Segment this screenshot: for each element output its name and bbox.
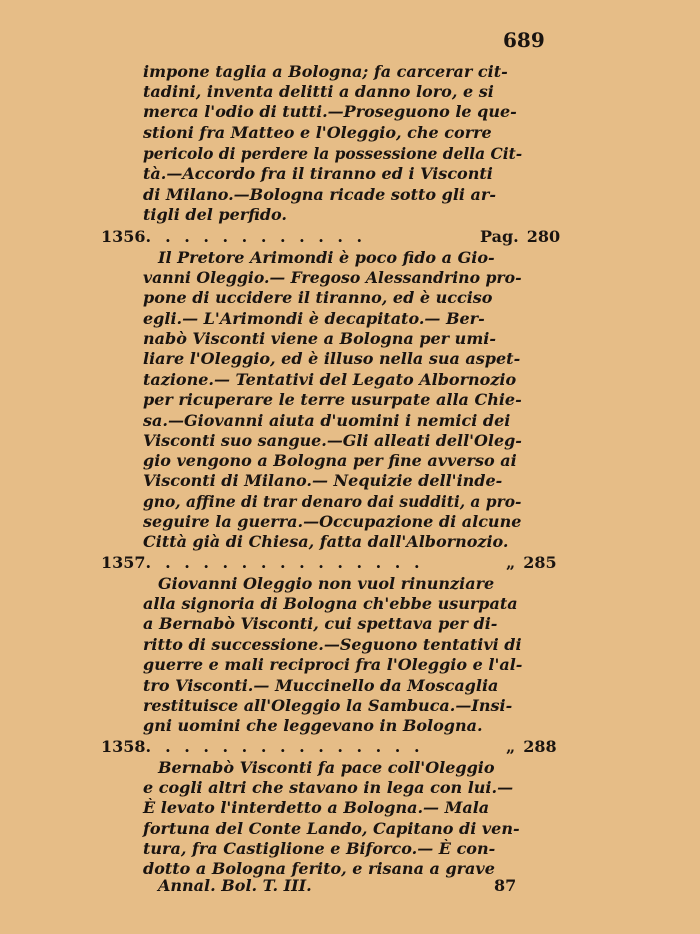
dot-leader: . . . . . . . . . . . . . . (165, 553, 424, 572)
text-line: gno, affine di trar denaro dai sudditi, a pro- (143, 492, 522, 511)
text-line: tigli del perfido. (143, 205, 287, 224)
page-number: 689 (503, 28, 545, 52)
page-ref-label: Pag. (480, 227, 519, 246)
text-line: tà.—Accordo fra il tiranno ed i Visconti (143, 164, 493, 183)
text-line: pericolo di perdere la possessione della Cit- (143, 144, 523, 163)
text-line: gio vengono a Bologna per fine avverso ai (143, 451, 517, 470)
page-reference (480, 227, 560, 247)
text-line: È levato l'interdetto a Bologna.— Mala (143, 798, 490, 817)
text-line: vanni Oleggio.— Fregoso Alessandrino pro- (143, 268, 522, 287)
dot-leader: . . . . . . . . . . . . . . (165, 737, 424, 756)
text-line: restituisce all'Oleggio la Sambuca.—Insi- (143, 696, 513, 715)
text-line: Il Pretore Arimondi è poco fido a Gio- (158, 248, 495, 267)
text-line: nabò Visconti viene a Bologna per umi- (143, 329, 496, 348)
text-line: Visconti di Milano.— Nequizie dell'inde- (143, 471, 503, 490)
text-line: e cogli altri che stavano in lega con lui.— (143, 778, 514, 797)
entry-heading (101, 737, 561, 757)
text-line: per ricuperare le terre usurpate alla Chie- (143, 390, 522, 409)
entry-year: 1357. (101, 553, 152, 572)
text-line: guerre e mali reciproci fra l'Oleggio e l'al- (143, 655, 523, 674)
text-line: tadini, inventa delitti a danno loro, e si (143, 82, 494, 101)
page-reference (506, 553, 557, 573)
entry-heading (101, 553, 561, 573)
page-ref-label: „ (506, 737, 516, 756)
text-line: Giovanni Oleggio non vuol rinunziare (158, 574, 495, 593)
entry-year: 1356. (101, 227, 152, 246)
text-line: fortuna del Conte Lando, Capitano di ven- (143, 819, 520, 838)
entry-year: 1358. (101, 737, 152, 756)
text-line: seguire la guerra.—Occupazione di alcune (143, 512, 522, 531)
text-line: pone di uccidere il tiranno, ed è ucciso (143, 288, 493, 307)
page-ref-number: 288 (523, 737, 557, 756)
text-line: a Bernabò Visconti, cui spettava per di- (143, 614, 498, 633)
text-line: tro Visconti.— Muccinello da Moscaglia (143, 676, 499, 695)
text-line: di Milano.—Bologna ricade sotto gli ar- (143, 185, 496, 204)
text-line: alla signoria di Bologna ch'ebbe usurpata (143, 594, 518, 613)
text-line: Visconti suo sangue.—Gli alleati dell'Oleg- (143, 431, 522, 450)
text-line: gni uomini che leggevano in Bologna. (143, 716, 483, 735)
dot-leader: . . . . . . . . . . . (165, 227, 367, 246)
page-ref-label: „ (506, 553, 516, 572)
text-line: liare l'Oleggio, ed è illuso nella sua aspet- (143, 349, 521, 368)
text-line: egli.— L'Arimondi è decapitato.— Ber- (143, 309, 485, 328)
text-line: ritto di successione.—Seguono tentativi di (143, 635, 522, 654)
page-ref-number: 285 (523, 553, 557, 572)
text-line: dotto a Bologna ferito, e risana a grave (143, 859, 495, 878)
text-line: impone taglia a Bologna; fa carcerar cit- (143, 62, 508, 81)
text-line: merca l'odio di tutti.—Proseguono le que- (143, 102, 517, 121)
text-line: tura, fra Castiglione e Biforco.— È con- (143, 839, 496, 858)
text-line: Bernabò Visconti fa pace coll'Oleggio (158, 758, 495, 777)
signature-mark: 87 (494, 876, 517, 895)
page-reference (506, 737, 557, 757)
text-line: Città già di Chiesa, fatta dall'Albornozio. (143, 532, 509, 551)
text-line: tazione.— Tentativi del Legato Albornozio (143, 370, 517, 389)
footer-running-title: Annal. Bol. T. III. (158, 876, 312, 895)
text-line: sa.—Giovanni aiuta d'uomini i nemici dei (143, 411, 511, 430)
page-ref-number: 280 (526, 227, 561, 246)
text-line: stioni fra Matteo e l'Oleggio, che corre (143, 123, 492, 142)
